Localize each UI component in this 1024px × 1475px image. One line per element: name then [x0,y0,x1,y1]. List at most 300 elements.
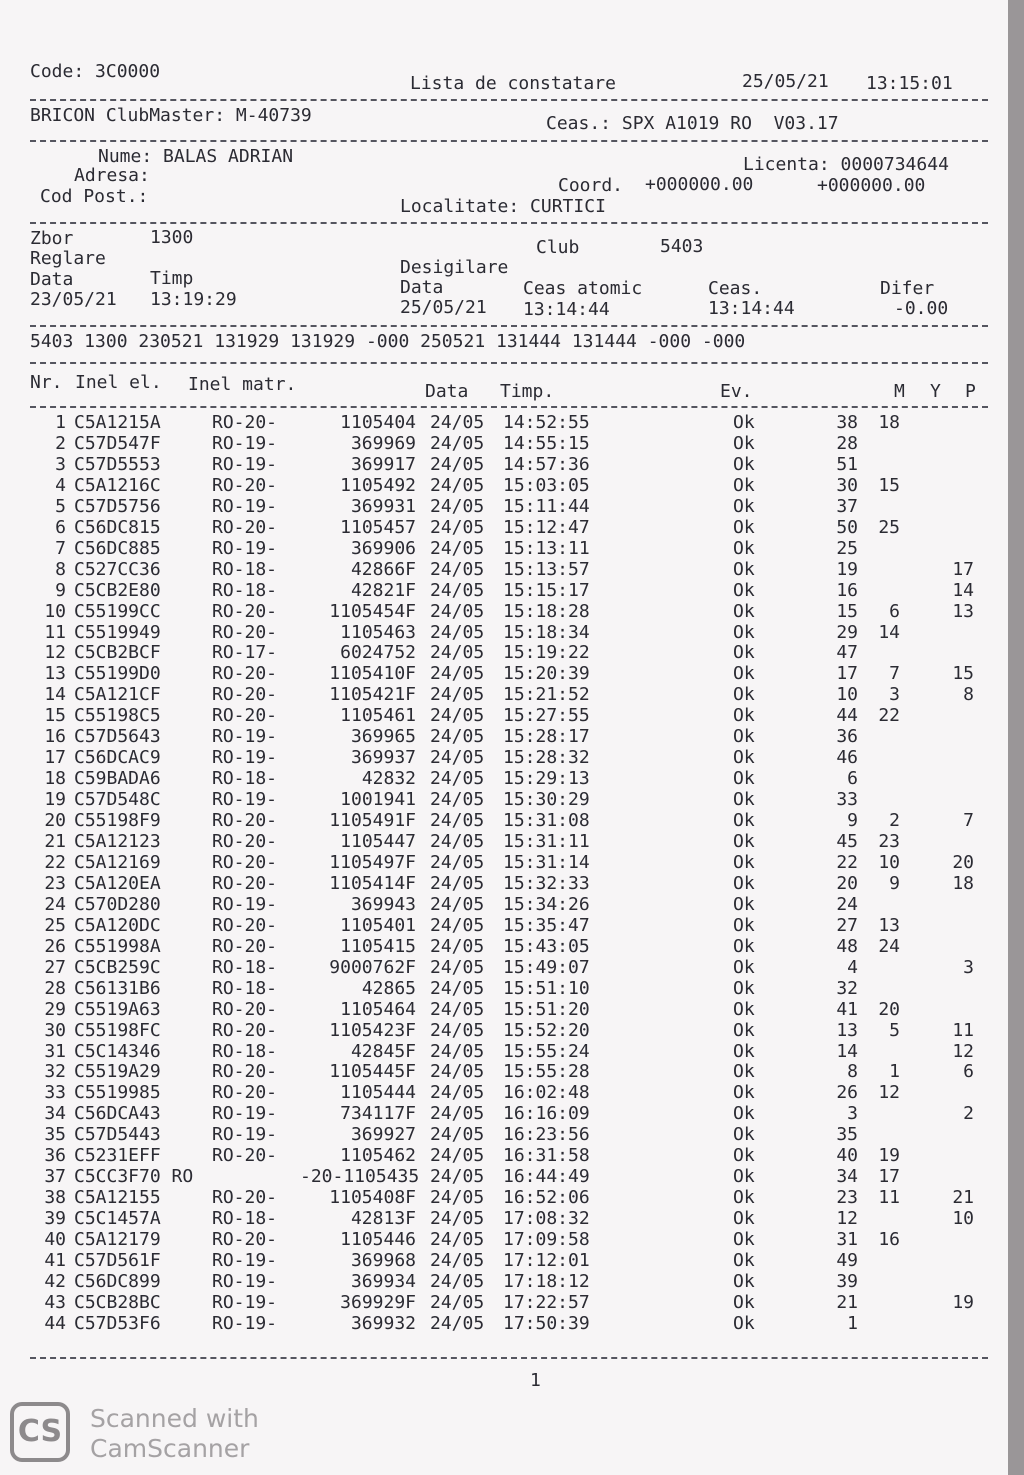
row-number: 5 [55,495,66,517]
row-number: 18 [44,768,66,790]
rank-m: 46 [836,747,858,769]
setting-date-label: Data [30,269,74,290]
event-status: Ok [733,495,755,517]
rank-m: 25 [836,537,858,559]
rank-p: 7 [963,810,974,832]
row-number: 13 [44,663,66,685]
ring-number: 369943 [350,893,416,915]
rank-m: 30 [836,474,858,496]
arrival-time: 17:18:12 [503,1270,590,1292]
arrival-time: 15:15:17 [503,579,590,601]
arrival-time: 14:57:36 [503,453,590,475]
table-row [0,1020,1000,1041]
row-number: 37 [44,1166,66,1188]
ring-number: 369929F [340,1291,416,1313]
electronic-ring: C56DC815 [74,516,161,538]
arrival-time: 15:51:20 [503,998,590,1020]
table-row [0,1103,1000,1124]
table-row [0,1292,1000,1313]
arrival-date: 24/05 [430,1166,485,1188]
arrival-date: 24/05 [430,1040,485,1062]
coord-y: +000000.00 [817,175,926,196]
electronic-ring: C55198F9 [74,810,161,832]
arrival-date: 24/05 [430,768,485,790]
event-status: Ok [733,705,755,727]
electronic-ring: C5A12169 [74,851,161,873]
ring-number: 369931 [350,495,416,517]
ring-prefix: RO-19- [212,1312,278,1334]
ring-prefix: RO-20- [212,516,278,538]
rank-m: 28 [836,432,858,454]
table-row [0,454,1000,475]
row-number: 19 [44,789,66,811]
separator [30,99,988,101]
separator [30,140,988,142]
row-number: 15 [44,705,66,727]
table-row [0,747,1000,768]
event-status: Ok [733,1250,755,1271]
license-number: Licenta: 0000734644 [743,154,949,175]
rank-m: 22 [836,851,858,873]
table-row [0,852,1000,873]
event-status: Ok [733,1040,755,1062]
table-row [0,1166,1000,1187]
table-row [0,475,1000,496]
arrival-date: 24/05 [430,1270,485,1292]
clock-id: Ceas.: SPX A1019 RO V03.17 [546,113,839,134]
rank-m: 49 [836,1250,858,1271]
table-row [0,999,1000,1020]
rank-m: 3 [847,1103,858,1125]
rank-m: 33 [836,789,858,811]
row-number: 34 [44,1103,66,1125]
row-number: 38 [44,1187,66,1209]
event-status: Ok [733,1187,755,1209]
ring-number: 42813F [350,1208,416,1230]
arrival-date: 24/05 [430,432,485,454]
ring-number: 9000762F [329,956,416,978]
event-status: Ok [733,831,755,852]
arrival-time: 15:32:33 [503,872,590,894]
unsealing-date-label: Data [400,277,444,298]
ring-number: 1105410F [329,663,416,685]
arrival-date: 24/05 [430,558,485,580]
arrival-time: 15:31:11 [503,831,590,852]
arrival-date: 24/05 [430,453,485,475]
arrival-date: 24/05 [430,935,485,957]
rank-p: 2 [963,1103,974,1125]
difference-value: -0.00 [894,298,949,319]
arrival-date: 24/05 [430,1019,485,1041]
electronic-ring: C55199D0 [74,663,161,685]
rank-m: 32 [836,977,858,999]
rank-y: 14 [878,621,900,643]
arrival-date: 24/05 [430,893,485,915]
electronic-ring: C5A121CF [74,684,161,706]
table-row [0,1061,1000,1082]
table-row [0,412,1000,433]
ring-prefix: RO-20- [212,474,278,496]
rank-m: 10 [836,684,858,706]
electronic-ring: C5A12155 [74,1187,161,1209]
unsealing-label: Desigilare [400,257,509,278]
rank-m: 16 [836,579,858,601]
event-status: Ok [733,872,755,894]
row-number: 35 [44,1124,66,1146]
event-status: Ok [733,579,755,601]
camscanner-logo: CS [10,1402,70,1462]
event-status: Ok [733,977,755,999]
rank-y: 10 [878,851,900,873]
ring-number: 1105408F [329,1187,416,1209]
electronic-ring: C5A120DC [74,914,161,936]
arrival-time: 15:21:52 [503,684,590,706]
column-header-m: M [894,381,905,402]
ring-number: 1105457 [340,516,416,538]
rank-m: 14 [836,1040,858,1062]
arrival-time: 16:52:06 [503,1187,590,1209]
ring-prefix: RO-20- [212,621,278,643]
row-number: 20 [44,810,66,832]
row-number: 39 [44,1208,66,1230]
row-number: 33 [44,1082,66,1104]
row-number: 25 [44,914,66,936]
separator [30,222,988,224]
rank-y: 18 [878,412,900,433]
rank-p: 10 [952,1208,974,1230]
rank-m: 15 [836,600,858,622]
difference-label: Difer [880,278,935,299]
event-status: Ok [733,684,755,706]
electronic-ring: C57D5553 [74,453,161,475]
rank-m: 6 [847,768,858,790]
rank-m: 9 [847,810,858,832]
row-number: 8 [55,558,66,580]
arrival-time: 15:31:08 [503,810,590,832]
flight-label: Zbor [30,228,74,249]
rank-y: 11 [878,1187,900,1209]
electronic-ring: C5CB2E80 [74,579,161,601]
rank-p: 3 [963,956,974,978]
ring-prefix: RO-20- [212,412,278,433]
row-number: 21 [44,831,66,852]
atomic-clock-label: Ceas atomic [523,278,643,299]
arrival-date: 24/05 [430,1250,485,1271]
row-number: 3 [55,453,66,475]
event-status: Ok [733,1291,755,1313]
electronic-ring: C57D53F6 [74,1312,161,1334]
rank-p: 21 [952,1187,974,1209]
ring-prefix: RO-20- [212,705,278,727]
row-number: 42 [44,1270,66,1292]
ring-number: 1105447 [340,831,416,852]
arrival-time: 15:52:20 [503,1019,590,1041]
event-status: Ok [733,663,755,685]
watermark-line-1: Scanned with [90,1404,259,1433]
ring-number: 42845F [350,1040,416,1062]
ring-prefix: RO-20- [212,1187,278,1209]
rank-y: 16 [878,1229,900,1251]
ring-prefix: RO-20- [212,1229,278,1251]
arrival-date: 24/05 [430,1082,485,1104]
electronic-ring: C570D280 [74,893,161,915]
event-status: Ok [733,789,755,811]
setting-label: Reglare [30,248,106,269]
electronic-ring: C57D5643 [74,726,161,748]
arrival-time: 15:51:10 [503,977,590,999]
table-row [0,726,1000,747]
arrival-time: 15:31:14 [503,851,590,873]
ring-number: 1105492 [340,474,416,496]
rank-m: 26 [836,1082,858,1104]
ring-number: 369906 [350,537,416,559]
rank-m: 41 [836,998,858,1020]
rank-y: 1 [889,1061,900,1083]
rank-m: 4 [847,956,858,978]
code-label: Code: 3C0000 [30,61,161,82]
event-status: Ok [733,935,755,957]
rank-y: 7 [889,663,900,685]
ring-number: 369937 [350,747,416,769]
ring-number: 1105454F [329,600,416,622]
electronic-ring: C527CC36 [74,558,161,580]
electronic-ring: C57D561F [74,1250,161,1271]
ring-prefix: RO-20- [212,1061,278,1083]
arrival-time: 15:20:39 [503,663,590,685]
arrival-date: 24/05 [430,537,485,559]
ring-number: 42865 [361,977,416,999]
rank-p: 18 [952,872,974,894]
summary-line: 5403 1300 230521 131929 131929 -000 250521 131444 131444 -000 -000 [30,331,746,352]
arrival-time: 16:44:49 [503,1166,590,1188]
rank-p: 17 [952,558,974,580]
row-number: 12 [44,642,66,664]
rank-y: 22 [878,705,900,727]
ring-prefix: RO-19- [212,453,278,475]
electronic-ring: C5CC3F70 RO [74,1166,194,1188]
electronic-ring: C55199CC [74,600,161,622]
rank-y: 9 [889,872,900,894]
separator [30,362,988,364]
rank-y: 5 [889,1019,900,1041]
ring-prefix: RO-18- [212,768,278,790]
event-status: Ok [733,1103,755,1125]
ring-prefix: RO-19- [212,537,278,559]
ring-prefix: RO-20- [212,600,278,622]
ring-number: 1105463 [340,621,416,643]
event-status: Ok [733,768,755,790]
row-number: 16 [44,726,66,748]
event-status: Ok [733,432,755,454]
watermark-line-2: CamScanner [90,1434,250,1463]
rank-p: 15 [952,663,974,685]
arrival-time: 15:30:29 [503,789,590,811]
arrival-date: 24/05 [430,1061,485,1083]
table-row [0,517,1000,538]
ring-prefix: RO-20- [212,998,278,1020]
document-title: Lista de constatare [410,73,616,94]
rank-m: 27 [836,914,858,936]
event-status: Ok [733,537,755,559]
event-status: Ok [733,1061,755,1083]
table-row [0,1145,1000,1166]
rank-p: 8 [963,684,974,706]
arrival-date: 24/05 [430,872,485,894]
separator [30,325,988,327]
column-header-p: P [965,381,976,402]
arrival-date: 24/05 [430,1124,485,1146]
club-label: Club [536,237,580,258]
arrival-time: 15:19:22 [503,642,590,664]
rank-y: 15 [878,474,900,496]
arrival-time: 15:29:13 [503,768,590,790]
row-number: 23 [44,872,66,894]
row-number: 11 [44,621,66,643]
ring-number: 369969 [350,432,416,454]
electronic-ring: C5519A29 [74,1061,161,1083]
ring-prefix: RO-20- [212,851,278,873]
ring-prefix: RO-20- [212,914,278,936]
electronic-ring: C5CB259C [74,956,161,978]
electronic-ring: C5519949 [74,621,161,643]
clock-label: Ceas. [708,278,763,299]
ring-prefix: RO-19- [212,789,278,811]
row-number: 2 [55,432,66,454]
ring-number: 1105404 [340,412,416,433]
event-status: Ok [733,642,755,664]
ring-prefix: RO-20- [212,684,278,706]
table-row [0,433,1000,454]
event-status: Ok [733,412,755,433]
print-date: 25/05/21 [742,71,829,92]
setting-time-label: Timp [150,268,194,289]
ring-number: 6024752 [340,642,416,664]
table-row [0,705,1000,726]
column-header-data: Data [425,381,469,402]
arrival-time: 17:08:32 [503,1208,590,1230]
ring-number: 1105446 [340,1229,416,1251]
rank-m: 50 [836,516,858,538]
event-status: Ok [733,621,755,643]
event-status: Ok [733,1208,755,1230]
separator [30,1357,988,1359]
ring-number: 1105464 [340,998,416,1020]
electronic-ring: C56DC885 [74,537,161,559]
ring-prefix: RO-18- [212,977,278,999]
separator [30,406,988,408]
electronic-ring: C5A120EA [74,872,161,894]
arrival-date: 24/05 [430,1208,485,1230]
row-number: 24 [44,893,66,915]
arrival-date: 24/05 [430,642,485,664]
row-number: 30 [44,1019,66,1041]
arrival-time: 15:34:26 [503,893,590,915]
table-row [0,789,1000,810]
table-row [0,1271,1000,1292]
ring-number: 1105462 [340,1145,416,1167]
rank-m: 21 [836,1291,858,1313]
rank-p: 12 [952,1040,974,1062]
arrival-date: 24/05 [430,705,485,727]
row-number: 14 [44,684,66,706]
electronic-ring: C56DCAC9 [74,747,161,769]
table-row [0,663,1000,684]
event-status: Ok [733,453,755,475]
arrival-time: 17:09:58 [503,1229,590,1251]
electronic-ring: C59BADA6 [74,768,161,790]
rank-m: 51 [836,453,858,475]
arrival-date: 24/05 [430,914,485,936]
event-status: Ok [733,1145,755,1167]
arrival-date: 24/05 [430,579,485,601]
arrival-date: 24/05 [430,412,485,433]
rank-y: 3 [889,684,900,706]
arrival-date: 24/05 [430,831,485,852]
rank-y: 12 [878,1082,900,1104]
table-row [0,894,1000,915]
arrival-date: 24/05 [430,600,485,622]
electronic-ring: C5A1215A [74,412,161,433]
arrival-date: 24/05 [430,956,485,978]
electronic-ring: C5A12179 [74,1229,161,1251]
table-row [0,601,1000,622]
table-row [0,642,1000,663]
rank-p: 6 [963,1061,974,1083]
arrival-date: 24/05 [430,663,485,685]
ring-prefix: RO-19- [212,893,278,915]
arrival-time: 15:49:07 [503,956,590,978]
ring-prefix: RO-18- [212,579,278,601]
arrival-date: 24/05 [430,516,485,538]
ring-prefix: RO-19- [212,1103,278,1125]
rank-m: 48 [836,935,858,957]
column-header-y: Y [930,381,941,402]
ring-prefix: RO-20- [212,1082,278,1104]
rank-y: 23 [878,831,900,852]
arrival-time: 15:28:32 [503,747,590,769]
row-number: 31 [44,1040,66,1062]
arrival-time: 15:12:47 [503,516,590,538]
arrival-date: 24/05 [430,998,485,1020]
ring-prefix: RO-20- [212,872,278,894]
table-row [0,496,1000,517]
ring-number: 369932 [350,1312,416,1334]
event-status: Ok [733,1229,755,1251]
arrival-date: 24/05 [430,851,485,873]
table-row [0,622,1000,643]
ring-number: 1105414F [329,872,416,894]
rank-m: 37 [836,495,858,517]
rank-m: 47 [836,642,858,664]
ring-number: 369968 [350,1250,416,1271]
rank-m: 31 [836,1229,858,1251]
arrival-date: 24/05 [430,474,485,496]
ring-prefix: RO-19- [212,1291,278,1313]
rank-m: 1 [847,1312,858,1334]
arrival-date: 24/05 [430,789,485,811]
row-number: 41 [44,1250,66,1271]
table-row [0,810,1000,831]
row-number: 1 [55,412,66,433]
rank-y: 2 [889,810,900,832]
ring-number: 42821F [350,579,416,601]
electronic-ring: C5A1216C [74,474,161,496]
table-row [0,559,1000,580]
ring-prefix: RO-20- [212,1145,278,1167]
ring-number: 1105401 [340,914,416,936]
row-number: 32 [44,1061,66,1083]
ring-prefix: RO-19- [212,1124,278,1146]
